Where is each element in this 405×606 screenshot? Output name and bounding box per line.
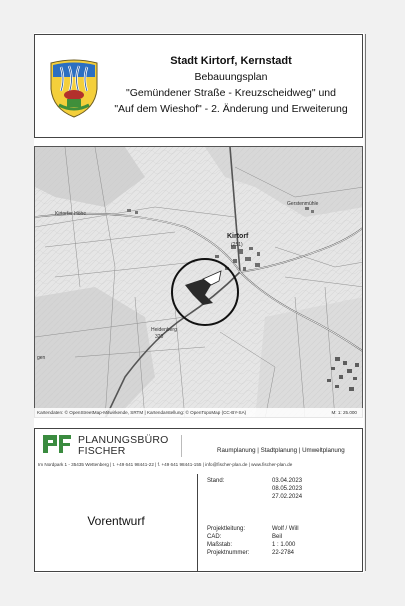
map-label-hill: Heidenberg: [151, 327, 177, 333]
firm-name-line-2: FISCHER: [78, 445, 126, 457]
plan-type: Bebauungsplan: [194, 71, 268, 83]
firm-name-line-1: PLANUNGSBÜRO: [78, 434, 169, 446]
firm-address: Im Nordpark 1 - 35435 Wettenberg | t. +49 641 98441-22 | f. +49 641 98441-155 | info@fischer-plan.de | www.fischer-plan.de: [38, 462, 293, 467]
plan-name-line-2: "Auf dem Wieshof" - 2. Änderung und Erweiterung: [114, 103, 348, 115]
firm-services: Raumplanung | Stadtplanung | Umweltplanung: [217, 447, 345, 454]
plan-info-box: [34, 474, 363, 572]
location-map: [34, 146, 363, 418]
stand-date-3: 27.02.2024: [272, 494, 303, 500]
map-scale: M: 1: 25.000: [331, 410, 357, 415]
map-label-north-place: Kirtorfer Höhe: [55, 211, 87, 217]
project-number-value: 22-2784: [272, 550, 295, 556]
firm-divider: [181, 435, 182, 457]
plan-name-line-1: "Gemündener Straße - Kreuzscheidweg" und: [126, 87, 336, 99]
coat-of-arms-logo: [47, 55, 101, 119]
title-box: [34, 34, 363, 138]
map-label-mill: Gerstenmühle: [287, 201, 319, 207]
map-label-left-edge: gen: [37, 355, 46, 361]
page-edge-line: [365, 34, 366, 571]
cad-value: Beil: [272, 534, 283, 540]
topographic-map-graphic: [35, 147, 363, 418]
plan-status: Vorentwurf: [87, 514, 145, 528]
project-number-label: Projektnummer:: [207, 550, 250, 556]
municipality-title: Stadt Kirtorf, Kernstadt: [170, 55, 292, 67]
info-divider: [197, 474, 198, 571]
stand-date-2: 08.05.2023: [272, 486, 303, 492]
map-label-hill-elevation: 320: [155, 334, 164, 340]
project-lead-value: Wolf / Will: [272, 526, 299, 532]
map-label-kirtorf: Kirtorf: [227, 233, 249, 240]
title-block: [99, 53, 363, 117]
map-credits-bar: [34, 408, 363, 418]
firm-block: [34, 428, 363, 475]
project-lead-label: Projektleitung:: [207, 526, 246, 532]
map-label-kirtorf-elevation: (251): [231, 242, 243, 248]
stand-date-1: 03.04.2023: [272, 478, 303, 484]
scale-value: 1 : 1.000: [272, 542, 296, 548]
cad-label: CAD:: [207, 534, 222, 540]
scale-label: Maßstab:: [207, 542, 233, 548]
stand-label: Stand:: [207, 478, 225, 484]
map-credits: Kartendaten: © OpenStreetMap-Mitwirkende, SRTM | Kartendarstellung: © OpenTopoMap (CC-BY-SA): [37, 410, 247, 415]
planungsbuero-logo-icon: [43, 435, 71, 453]
firm-name: [78, 435, 169, 457]
